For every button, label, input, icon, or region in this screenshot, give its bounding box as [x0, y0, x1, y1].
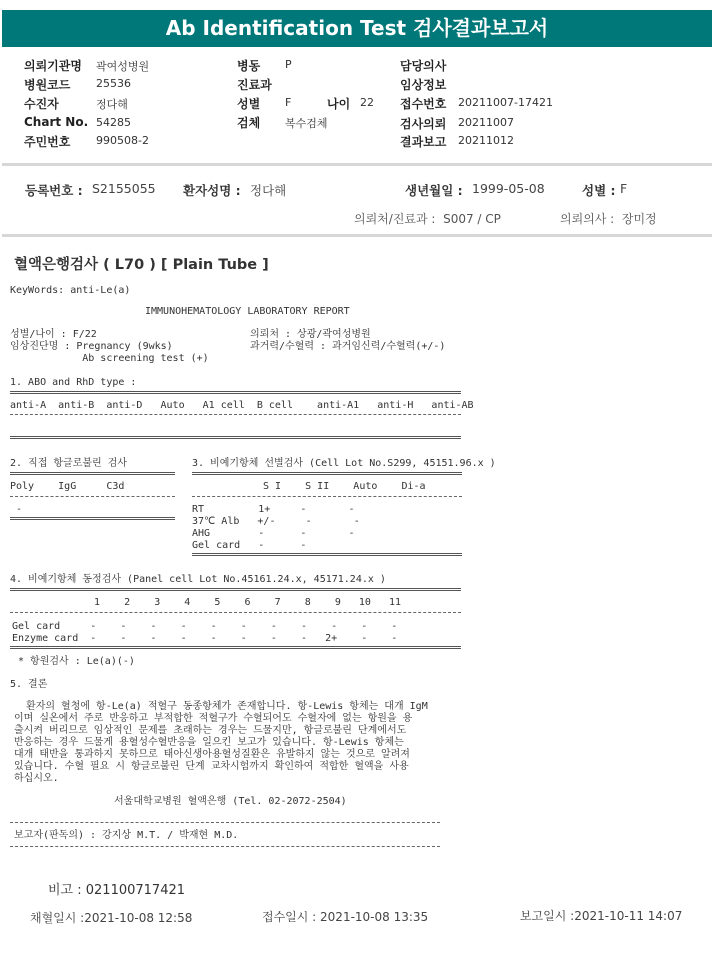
reg-no-label: 등록번호 : [25, 183, 83, 198]
antigen-test: * 항원검사 : Le(a)(-) [18, 656, 135, 667]
panel-mid-rule [10, 612, 461, 613]
panel-columns: 1 2 3 4 5 6 7 8 9 10 11 [94, 597, 402, 608]
conclusion-line: 대개 태반을 통과하지 못하므로 태아신생아용혈성질환은 유발하지 않는 것으로 알려져 [14, 749, 410, 760]
receipt-datetime: 접수일시 : 2021-10-08 13:35 [262, 910, 429, 924]
reg-no-value: S2155055 [92, 181, 156, 196]
screening-row: AHG - - - [192, 528, 355, 539]
conclusion-line: 환자의 혈청에 항-Le(a) 적혈구 동종항체가 존재합니다. 항-Lewis 항체는 대개 IgM [14, 701, 428, 712]
dat-title: 2. 직접 항글로불린 검사 [10, 458, 128, 469]
patient-sex-label: 성별 : [582, 183, 616, 198]
ward-value: P [285, 58, 292, 71]
hospital-code-value: 25536 [96, 77, 131, 90]
ward-label: 병동 [237, 59, 261, 73]
examinee-label: 수진자 [24, 97, 59, 111]
specimen-value: 복수검체 [285, 117, 328, 130]
lab-report-title: IMMUNOHEMATOLOGY LABORATORY REPORT [145, 306, 350, 317]
dept-label: 진료과 [237, 78, 272, 92]
abo-top-rule [10, 391, 461, 394]
reporter: 보고자(판독의) : 강지상 M.T. / 박재현 M.D. [14, 830, 239, 841]
receipt-no-label: 접수번호 [400, 97, 447, 111]
chart-no-value: 54285 [96, 116, 131, 129]
screening-row: Gel card - - [192, 540, 307, 551]
report-datetime: 보고일시 :2021-10-11 14:07 [520, 909, 683, 923]
patient-divider [2, 234, 712, 237]
screening-top-rule [192, 472, 462, 475]
screening-columns: S I S II Auto Di-a [263, 481, 426, 492]
screening-row: RT 1+ - - [192, 504, 355, 515]
doctor-label: 담당의사 [400, 59, 447, 73]
dob-label: 생년월일 : [405, 183, 463, 198]
screening-title: 3. 비예기항체 선별검사 (Cell Lot No.S299, 45151.96.x ) [192, 458, 496, 469]
panel-top-rule [10, 588, 461, 591]
institution-value: 곽여성병원 [96, 60, 150, 73]
conclusion-line: 출시켜 버리므로 임상적인 문제를 초래하는 경우는 드물지만, 항글로불린 단계에서도 [14, 725, 407, 736]
panel-gel-row: Gel card - - - - - - - - - - - [12, 621, 398, 632]
abo-title: 1. ABO and RhD type : [10, 377, 137, 388]
conclusion-line: 하십시오. [14, 773, 59, 784]
section-title: 혈액은행검사 ( L70 ) [ Plain Tube ] [14, 257, 269, 273]
conclusion-title: 5. 결론 [10, 679, 48, 690]
panel-bottom-rule [10, 646, 461, 649]
report-label: 결과보고 [400, 135, 447, 149]
report-value: 20211012 [458, 134, 514, 147]
header-divider [2, 163, 712, 166]
hospital-code-label: 병원코드 [24, 78, 71, 92]
patient-sex-value: F [620, 181, 628, 196]
screening-bottom-rule [192, 553, 462, 556]
panel-enzyme-row: Enzyme card - - - - - - - - 2+ - - [12, 633, 398, 644]
conclusion-line: 반응하는 경우 드물게 용혈성수혈반응을 일으킨 보고가 있습니다. 항-Lewis 항체는 [14, 737, 404, 748]
diagnosis-line-1: 임상진단명 : Pregnancy (9wks) [10, 341, 173, 352]
request-value: 20211007 [458, 116, 514, 129]
requester-info: 의뢰처 : 상광/곽여성병원 [250, 329, 371, 340]
age-value: 22 [360, 96, 374, 109]
sex-label: 성별 [237, 97, 261, 111]
report-title: Ab Identification Test 검사결과보고서 [2, 10, 712, 47]
remark: 비고 : 021100717421 [48, 883, 186, 898]
chart-no-label: Chart No. [24, 115, 89, 129]
specimen-label: 검체 [237, 116, 261, 130]
institution-label: 의뢰기관명 [24, 59, 82, 73]
resident-no-value: 990508-2 [96, 134, 149, 147]
request-label: 검사의뢰 [400, 117, 447, 131]
dat-mid-rule [10, 496, 175, 497]
dat-columns: Poly IgG C3d [10, 481, 125, 492]
dat-top-rule [10, 472, 175, 475]
patient-name-label: 환자성명 : [183, 183, 241, 198]
diagnosis-line-2: Ab screening test (+) [10, 353, 209, 364]
conclusion-line: 있습니다. 수혈 필요 시 항글로불린 단계 교차시험까지 확인하여 적합한 혈액을 사용 [14, 761, 409, 772]
dob-value: 1999-05-08 [472, 181, 545, 196]
keywords: KeyWords: anti-Le(a) [10, 285, 131, 296]
dat-bottom-rule [10, 517, 175, 520]
collection-datetime: 채혈일시 :2021-10-08 12:58 [30, 911, 193, 925]
reporter-top-rule [10, 822, 440, 823]
screening-row: 37℃ Alb +/- - - [192, 516, 360, 527]
requesting-doctor: 의뢰의사 : 장미정 [560, 212, 657, 226]
dat-value: - [10, 504, 23, 515]
receipt-no-value: 20211007-17421 [458, 96, 553, 109]
abo-bottom-rule [10, 436, 461, 439]
blood-bank-contact: 서울대학교병원 혈액은행 (Tel. 02-2072-2504) [114, 796, 347, 807]
reporter-bottom-rule [10, 846, 440, 847]
abo-columns: anti-A anti-B anti-D Auto A1 cell B cell anti-A1 anti-H anti-AB [10, 400, 474, 411]
patient-name-value: 정다해 [250, 183, 287, 198]
resident-no-label: 주민번호 [24, 135, 71, 149]
panel-title: 4. 비예기항체 동정검사 (Panel cell Lot No.45161.24.x, 45171.24.x ) [10, 574, 386, 585]
abo-mid-rule [10, 414, 461, 415]
age-label: 나이 [327, 97, 351, 111]
examinee-value: 정다해 [96, 98, 128, 111]
clinical-label: 임상정보 [400, 78, 447, 92]
history-info: 과거력/수혈력 : 과거임신력/수혈력(+/-) [250, 341, 446, 352]
sex-age: 성별/나이 : F/22 [10, 329, 97, 340]
conclusion-line: 이며 실온에서 주로 반응하고 부적합한 적혈구가 수혈되어도 수혈자에 없는 항원을 용 [14, 713, 413, 724]
sex-value: F [285, 96, 292, 109]
requester-dept: 의뢰처/진료과 : S007 / CP [354, 212, 501, 226]
screening-mid-rule [192, 496, 462, 497]
